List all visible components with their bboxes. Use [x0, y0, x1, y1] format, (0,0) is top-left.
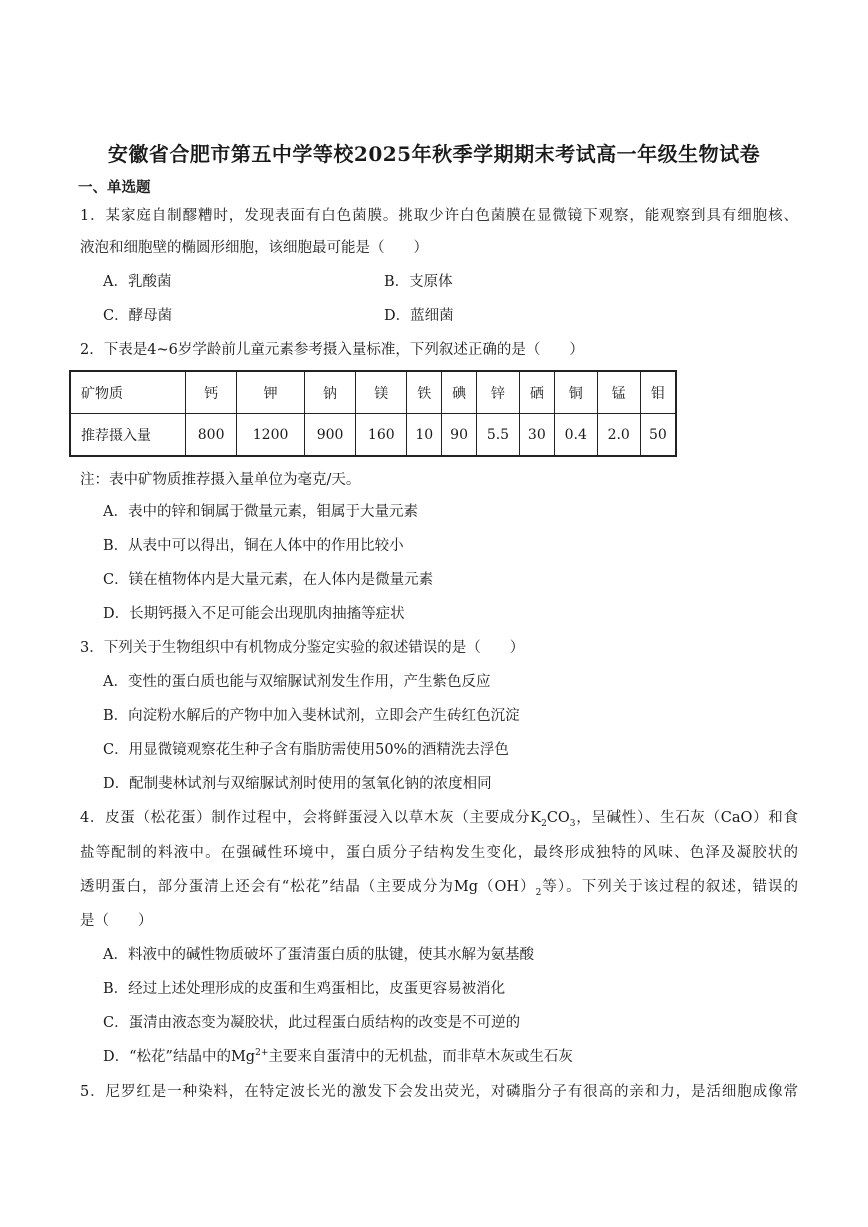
- table-cell: 5.5: [476, 414, 519, 457]
- q2-option-a: A．表中的锌和铜属于微量元素，钼属于大量元素: [103, 504, 418, 520]
- q4-text: CO: [546, 810, 570, 826]
- q1-stem-line2: 液泡和细胞壁的椭圆形细胞，该细胞最可能是（ ）: [80, 240, 428, 256]
- table-cell: 1200: [237, 414, 305, 457]
- mineral-intake-table: [69, 370, 677, 457]
- table-cell: 镁: [356, 371, 407, 414]
- q4-option-a: A．料液中的碱性物质破坏了蛋清蛋白质的肽键，使其水解为氨基酸: [103, 947, 534, 963]
- table-row-label: 推荐摄入量: [70, 414, 186, 457]
- q4-option-b: B．经过上述处理形成的皮蛋和生鸡蛋相比，皮蛋更容易被消化: [103, 981, 506, 997]
- table-cell: 30: [519, 414, 554, 457]
- q2-option-b: B．从表中可以得出，铜在人体中的作用比较小: [103, 538, 404, 554]
- q4-option-c: C．蛋清由液态变为凝胶状，此过程蛋白质结构的改变是不可逆的: [103, 1015, 521, 1031]
- q4-stem-line4: 是（ ）: [80, 913, 153, 929]
- table-cell: 0.4: [554, 414, 597, 457]
- q2-stem: 2．下表是4~6岁学龄前儿童元素参考摄入量标准，下列叙述正确的是（ ）: [80, 342, 584, 358]
- table-cell: 900: [304, 414, 355, 457]
- table-cell: 碘: [442, 371, 477, 414]
- q4-text: 主要来自蛋清中的无机盐，而非草木灰或生石灰: [268, 1049, 573, 1065]
- q4-option-d: [103, 1047, 573, 1067]
- q4-text: 等）。下列关于该过程的叙述，错误的: [541, 879, 798, 895]
- q4-subscript: 2: [541, 818, 547, 829]
- q1-stem-line1: 1．某家庭自制醪糟时，发现表面有白色菌膜。挑取少许白色菌膜在显微镜下观察，能观察到具有细胞核、: [80, 208, 798, 224]
- table-cell: 10: [407, 414, 442, 457]
- q1-option-b: B．支原体: [384, 274, 453, 290]
- table-cell: 钼: [640, 371, 676, 414]
- q1-option-a: A．乳酸菌: [103, 274, 172, 290]
- table-cell: 90: [442, 414, 477, 457]
- table-cell: 钙: [186, 371, 237, 414]
- q3-option-b: B．向淀粉水解后的产物中加入斐林试剂，立即会产生砖红色沉淀: [103, 708, 520, 724]
- q5-stem-line1: 5．尼罗红是一种染料，在特定波长光的激发下会发出荧光，对磷脂分子有很高的亲和力，是活细胞成像常: [80, 1084, 798, 1100]
- q4-text: ，呈碱性）、生石灰（CaO）和食: [575, 810, 798, 826]
- table-cell: 钠: [304, 371, 355, 414]
- table-cell: 160: [356, 414, 407, 457]
- table-cell: 钾: [237, 371, 305, 414]
- table-cell: 锌: [476, 371, 519, 414]
- table-row: [70, 371, 676, 414]
- q4-subscript: 2: [535, 887, 542, 898]
- q2-table-note: 注：表中矿物质推荐摄入量单位为毫克/天。: [80, 472, 361, 488]
- q1-option-d: D．蓝细菌: [384, 308, 454, 324]
- table-cell: 锰: [597, 371, 640, 414]
- q2-option-c: C．镁在植物体内是大量元素，在人体内是微量元素: [103, 572, 434, 588]
- table-cell: 800: [186, 414, 237, 457]
- q4-superscript: 2+: [255, 1048, 269, 1059]
- q3-option-d: D．配制斐林试剂与双缩脲试剂时使用的氢氧化钠的浓度相同: [103, 776, 492, 792]
- q4-text: 4．皮蛋（松花蛋）制作过程中，会将鲜蛋浸入以草木灰（主要成分K: [80, 810, 542, 826]
- table-row-label: 矿物质: [70, 371, 186, 414]
- q4-stem-line3: [80, 877, 798, 897]
- table-cell: 铁: [407, 371, 442, 414]
- table-cell: 硒: [519, 371, 554, 414]
- table-row: [70, 414, 676, 457]
- table-cell: 铜: [554, 371, 597, 414]
- q4-stem-line1: [80, 808, 798, 828]
- q3-stem: 3．下列关于生物组织中有机物成分鉴定实验的叙述错误的是（ ）: [80, 640, 525, 656]
- q2-option-d: D．长期钙摄入不足可能会出现肌肉抽搐等症状: [103, 606, 405, 622]
- q1-option-c: C．酵母菌: [103, 308, 173, 324]
- q4-text: D．“松花”结晶中的Mg: [103, 1049, 256, 1065]
- q4-text: 透明蛋白，部分蛋清上还会有“松花”结晶（主要成分为Mg（OH）: [80, 879, 536, 895]
- table-cell: 50: [640, 414, 676, 457]
- q3-option-a: A．变性的蛋白质也能与双缩脲试剂发生作用，产生紫色反应: [103, 674, 491, 690]
- q4-subscript: 3: [569, 818, 576, 829]
- exam-title: 安徽省合肥市第五中学等校2025年秋季学期期末考试高一年级生物试卷: [107, 142, 761, 166]
- q4-stem-line2: 盐等配制的料液中。在强碱性环境中，蛋白质分子结构发生变化，最终形成独特的风味、色泽及凝胶状的: [80, 845, 798, 861]
- section-heading: 一、单选题: [78, 179, 151, 196]
- table-cell: 2.0: [597, 414, 640, 457]
- q3-option-c: C．用显微镜观察花生种子含有脂肪需使用50%的酒精洗去浮色: [103, 742, 509, 758]
